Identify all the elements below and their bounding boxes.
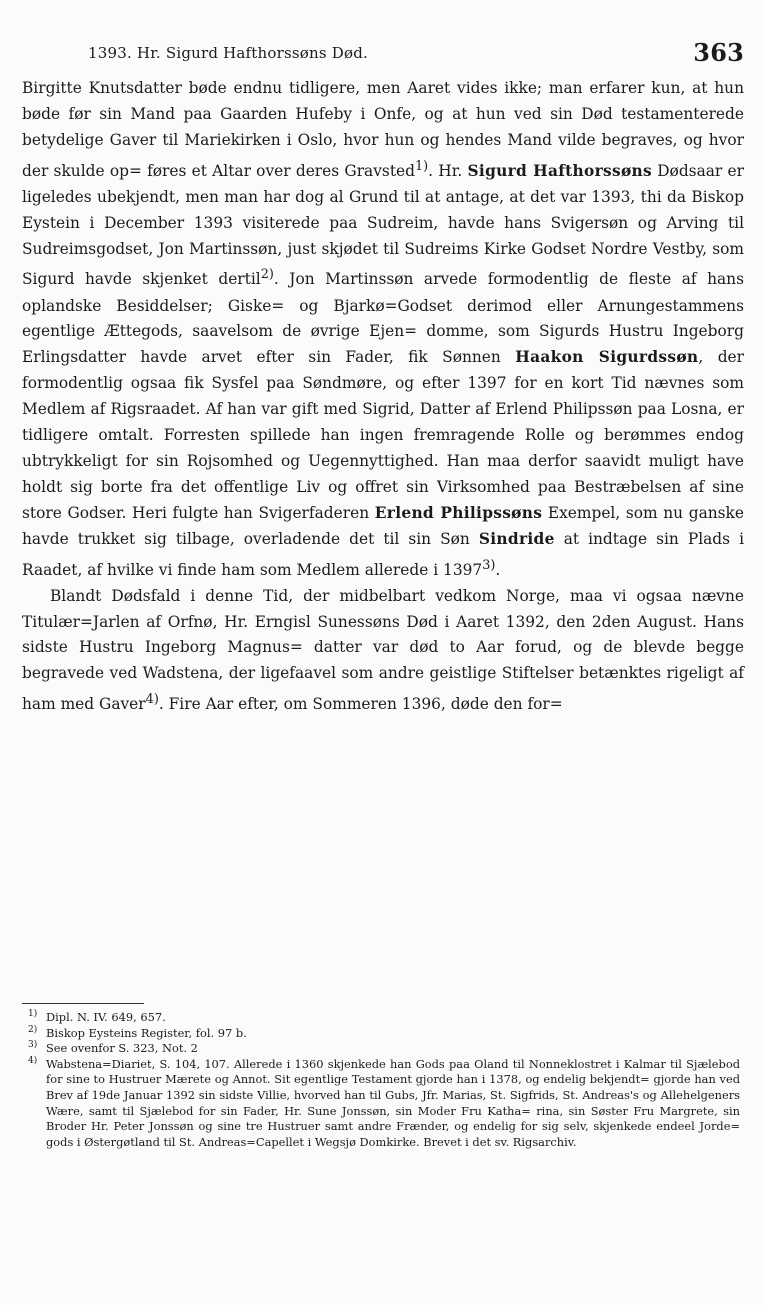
text-run: . Fire Aar efter, om Sommeren 1396, døde den for= — [158, 695, 563, 714]
footnote-marker: 2) — [28, 1024, 38, 1035]
footnote — [22, 1057, 740, 1151]
spaced-name: Sindride — [478, 529, 555, 548]
text-run: at indtage sin Plads i Raadet, af hvilke vi finde ham som Medlem allerede i 1397 — [22, 529, 744, 579]
footnote-ref: 3) — [482, 557, 496, 573]
spaced-name: Haakon Sigurdssøn — [515, 348, 699, 367]
paragraph — [22, 76, 744, 584]
footnote-marker: 4) — [28, 1055, 38, 1066]
text-run: Dødsaar er ligeledes ubekjendt, men man har dog al Grund til at antage, at det var 1393, thi da Biskop Eystein i December 1393 visiterede paa Sudreim, havde hans Svigersøn og Arving til Sudreimsgodset, Jon Martinssøn, just skjødet til Sudreims Kirke Godset Nordre Vestby, som Sigurd havde skjenket dertil — [22, 161, 744, 289]
paragraph — [22, 584, 744, 719]
text-run: . — [495, 560, 501, 579]
spaced-name: Erlend Philipssøns — [374, 503, 543, 522]
text-run: . Hr. — [428, 161, 468, 180]
text-run: Exempel, som nu ganske havde trukket sig tilbage, overladende det til sin Søn — [22, 503, 744, 548]
footnote-ref: 1) — [414, 158, 429, 174]
footnote-text: Biskop Eysteins Register, fol. 97 b. — [46, 1025, 247, 1040]
footnote-marker: 3) — [28, 1040, 38, 1051]
footnote-text: Wabstena=Diariet, S. 104, 107. Allerede i 1360 skjenkede han Gods paa Oland til Nonneklostret i Kalmar til Sjælebod for sine to Hustruer Mærete og Annot. Sit egentlige Testament gjorde han i 1378, og endelig bekjendt= gjorde han ved Brev af 19de Januar 1392 sin sidste Villie, hvorved han til Gubs, Jfr. Marias, St. Sigfrids, St. Andreas's og Allehelgeners Wære, samt til Sjælebod for sin Fader, Hr. Sune Jonssøn, sin Moder Fru Katha= rina, sin Søster Fru Margrete, sin Broder Hr. Peter Jonssøn og sine tre Hustruer samt andre Frænder, og endelig for sig selv, skjenkede endeel Jorde= gods i Østergøtland til St. Andreas=Capellet i Wegsjø Domkirke. Brevet i det sv. Rigsarchiv. — [46, 1056, 740, 1149]
running-header — [88, 38, 744, 68]
page-number: 363 — [693, 38, 744, 67]
footnote — [22, 1010, 740, 1026]
text-run: Birgitte Knutsdatter bøde endnu tidligere, men Aaret vides ikke; man erfarer kun, at hun bøde før sin Mand paa Gaarden Hufeby i Onfe, og at hun ved sin Død testamenterede betydelige Gaver til Mariekirken i Oslo, hvor hun og hendes Mand vilde begraves, og hvor der skulde op= føres et Altar over deres Gravsted — [22, 79, 744, 180]
text-run: . Jon Martinssøn arvede formodentlig de fleste af hans oplandske Besiddelser; Giske= og Bjarkø=Godset derimod eller Arnungestammens egentlige Ættegods, saavelsom de øvrige Ejen= domme, som Sigurds Hustru Ingeborg Erlingsdatter havde arvet efter sin Fader, fik Sønnen — [22, 270, 744, 367]
spaced-name: Sigurd Hafthorssøns — [467, 161, 652, 180]
footnote — [22, 1041, 740, 1057]
footnote-text: See ovenfor S. 323, Not. 2 — [46, 1041, 198, 1056]
footnote — [22, 1026, 740, 1042]
footnote-ref: 2) — [260, 267, 274, 283]
footnote-divider — [22, 1003, 144, 1004]
main-text — [22, 76, 744, 718]
footnote-text: Dipl. N. IV. 649, 657. — [46, 1010, 166, 1024]
footnotes — [22, 1010, 740, 1150]
footnote-ref: 4) — [145, 692, 159, 708]
text-run: , der formodentlig ogsaa fik Sysfel paa Søndmøre, og efter 1397 for en kort Tid nævnes som Medlem af Rigsraadet. Af han var gift med Sigrid, Datter af Erlend Philipssøn paa Losna, er tidligere omtalt. Forresten spillede han ingen fremragende Rolle og berømmes endog ubtrykkeligt for sin Rojsomhed og Uegennyttighed. Han maa derfor saavidt muligt have holdt sig borte fra det offentlige Liv og offret sin Virksomhed paa Bestræbelsen af sine store Godser. Heri fulgte han Svigerfaderen — [22, 348, 745, 522]
text-run: Blandt Dødsfald i denne Tid, der midbelbart vedkom Norge, maa vi ogsaa nævne Titulær=Jarlen af Orfnø, Hr. Erngisl Sunessøns Død i Aaret 1392, den 2den August. Hans sidste Hustru Ingeborg Magnus= datter var død to Aar forud, og de blevde begge begravede ved Wadstena, der ligefaavel som andre geistlige Stiftelser betænktes rigeligt af ham med Gaver — [22, 586, 744, 714]
running-title: 1393. Hr. Sigurd Hafthorssøns Død. — [88, 44, 368, 62]
footnote-marker: 1) — [28, 1009, 38, 1019]
